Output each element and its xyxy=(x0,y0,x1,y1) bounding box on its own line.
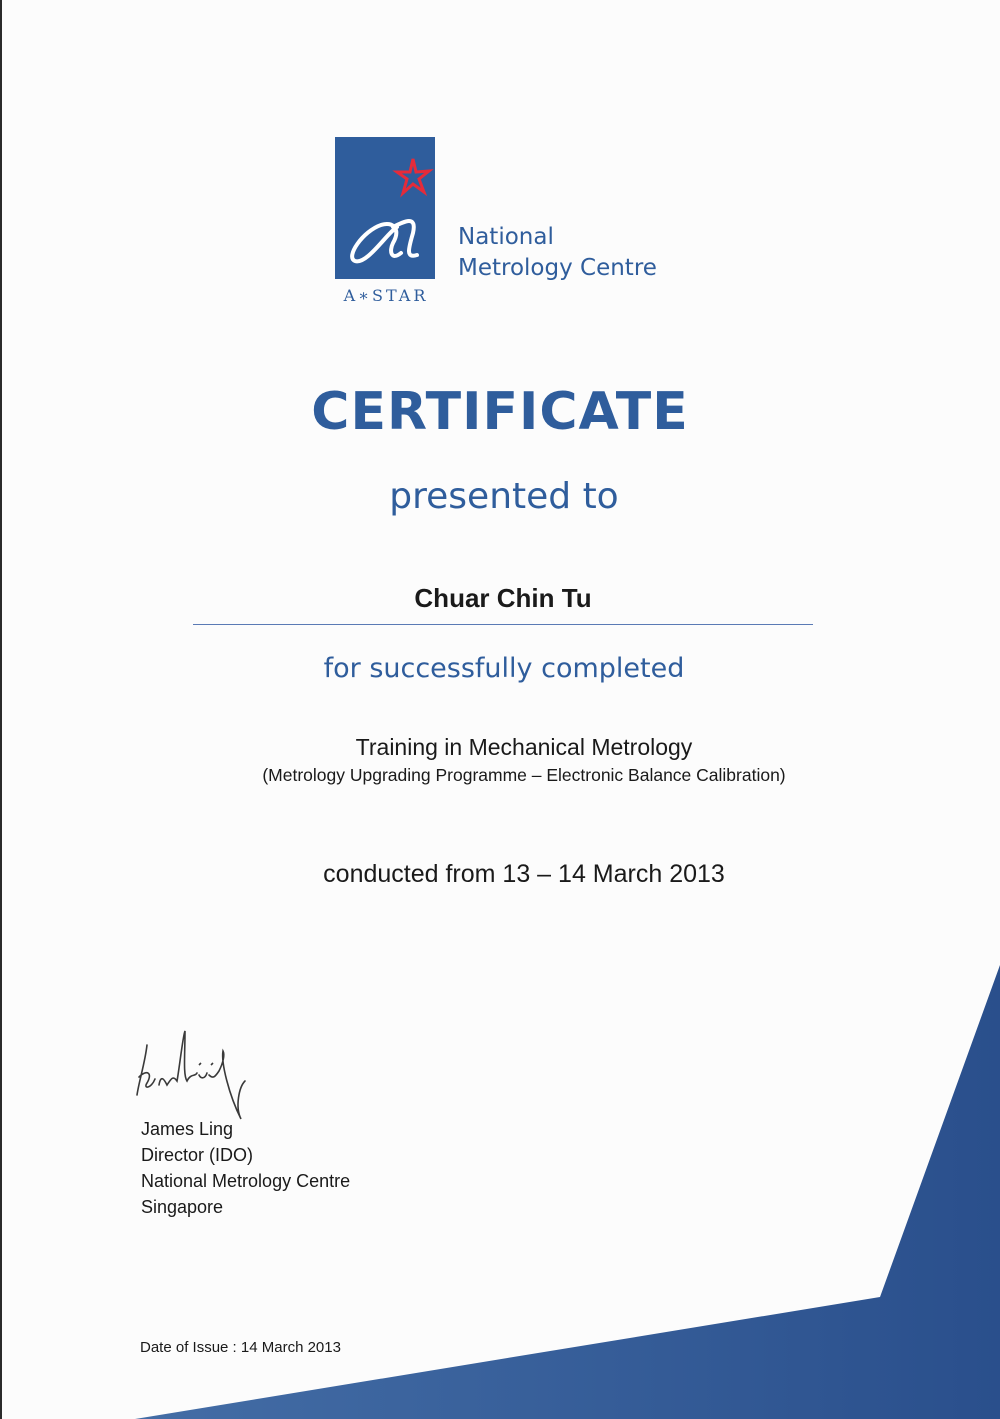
organization-line-1: National xyxy=(458,224,554,250)
signatory-position: Director (IDO) xyxy=(141,1145,253,1165)
date-of-issue: Date of Issue : 14 March 2013 xyxy=(140,1339,341,1356)
signature-image xyxy=(125,1015,265,1125)
signature-stroke xyxy=(137,1031,245,1119)
script-a-icon xyxy=(352,221,417,261)
completed-text: for successfully completed xyxy=(323,653,685,684)
course-subtitle: (Metrology Upgrading Programme – Electronic Balance Calibration) xyxy=(262,765,786,785)
course-title: Training in Mechanical Metrology xyxy=(355,734,693,760)
signatory-organization: National Metrology Centre xyxy=(141,1171,351,1191)
astar-logo-mark xyxy=(335,137,435,279)
recipient-underline xyxy=(193,624,813,625)
certificate-title: CERTIFICATE xyxy=(311,382,689,442)
organization-name xyxy=(458,222,657,284)
presented-to-text: presented to xyxy=(389,476,619,517)
organization-line-2: Metrology Centre xyxy=(458,255,657,281)
red-star-icon xyxy=(397,159,429,193)
conducted-dates: conducted from 13 – 14 March 2013 xyxy=(323,860,725,888)
signatory-location: Singapore xyxy=(141,1197,224,1217)
recipient-name: Chuar Chin Tu xyxy=(414,583,592,613)
signatory-name: James Ling xyxy=(141,1119,234,1139)
signature-dots xyxy=(199,1063,213,1065)
astar-logo xyxy=(335,137,435,279)
astar-caption: A∗STAR xyxy=(343,286,429,305)
signatory-block xyxy=(141,1116,350,1220)
